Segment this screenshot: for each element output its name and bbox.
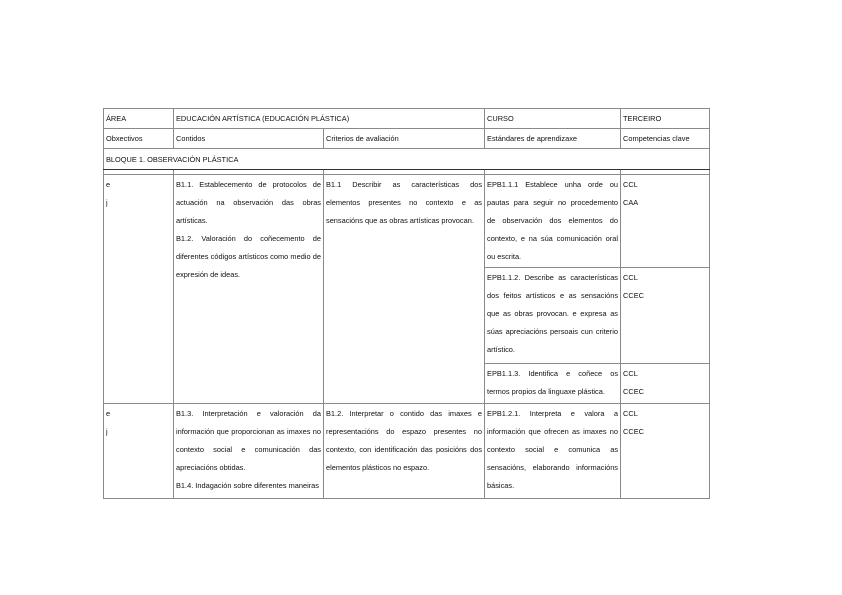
competencies-cell — [621, 364, 710, 404]
standard-text: EPB1.2.1. Interpreta e valora a información que ofrecen as imaxes no contexto social e comunica as sensacións, elaborando informacións básicas. — [487, 409, 619, 490]
standard-text: EPB1.1.2. Describe as características dos feitos artísticos e as sensacións que as obras provocan. e expresa as súas apreciacións persoais cun criterio artístico. — [487, 273, 619, 354]
competency-item: CCEC — [623, 427, 644, 436]
standard-cell — [485, 268, 621, 364]
objectives-cell — [104, 404, 174, 499]
contents-cell — [174, 404, 324, 499]
standard-cell — [485, 404, 621, 499]
table-row — [104, 175, 710, 268]
block-title: BLOQUE 1. OBSERVACIÓN PLÁSTICA — [104, 149, 710, 170]
criteria-text: B1.1 Describir as características dos elementos presentes no contexto e as sensacións que as obras artísticas provocan. — [326, 180, 483, 225]
content-item: B1.2. Valoración do coñecemento de diferentes códigos artísticos como medio de expresión de ideas. — [176, 234, 321, 279]
area-value: EDUCACIÓN ARTÍSTICA (EDUCACIÓN PLÁSTICA) — [174, 109, 485, 129]
competencies-cell — [621, 404, 710, 499]
competency-item: CCL — [623, 273, 638, 282]
column-header: Competencias clave — [621, 129, 710, 149]
table-row — [104, 404, 710, 499]
objective-item: j — [106, 198, 108, 207]
standard-cell — [485, 175, 621, 268]
column-header: Estándares de aprendizaxe — [485, 129, 621, 149]
objective-item: e — [106, 409, 111, 418]
area-label: ÁREA — [104, 109, 174, 129]
header-row — [104, 109, 710, 129]
standard-cell — [485, 364, 621, 404]
competencies-cell — [621, 175, 710, 268]
column-header: Contidos — [174, 129, 324, 149]
curso-value: TERCEIRO — [621, 109, 710, 129]
contents-cell — [174, 175, 324, 404]
column-header-row — [104, 129, 710, 149]
objective-item: j — [106, 427, 108, 436]
competency-item: CAA — [623, 198, 639, 207]
curso-label: CURSO — [485, 109, 621, 129]
competencies-cell — [621, 268, 710, 364]
content-item: B1.4. Indagación sobre diferentes maneiras — [176, 481, 319, 490]
competency-item: CCEC — [623, 291, 644, 300]
criteria-cell — [324, 404, 485, 499]
criteria-text: B1.2. Interpretar o contido das imaxes e representacións do espazo presentes no contexto, con identificación das posicións dos elementos plásticos no espazo. — [326, 409, 483, 472]
curriculum-table — [103, 108, 710, 499]
content-item: B1.1. Establecemento de protocolos de actuación na observación das obras artísticas. — [176, 180, 321, 225]
criteria-cell — [324, 175, 485, 404]
objectives-cell — [104, 175, 174, 404]
standard-text: EPB1.1.3. Identifica e coñece os termos propios da linguaxe plástica. — [487, 369, 619, 396]
competency-item: CCL — [623, 409, 638, 418]
content-item: B1.3. Interpretación e valoración da información que proporcionan as imaxes no contexto social e comunicación das apreciacións obtidas. — [176, 409, 321, 472]
competency-item: CCL — [623, 369, 638, 378]
block-title-row — [104, 149, 710, 170]
column-header: Obxectivos — [104, 129, 174, 149]
competency-item: CCEC — [623, 387, 644, 396]
objective-item: e — [106, 180, 111, 189]
column-header: Criterios de avaliación — [324, 129, 485, 149]
competency-item: CCL — [623, 180, 638, 189]
standard-text: EPB1.1.1 Establece unha orde ou pautas para seguir no procedemento de observación dos elementos do contexto, e na súa comunicación oral ou escrita. — [487, 180, 619, 261]
